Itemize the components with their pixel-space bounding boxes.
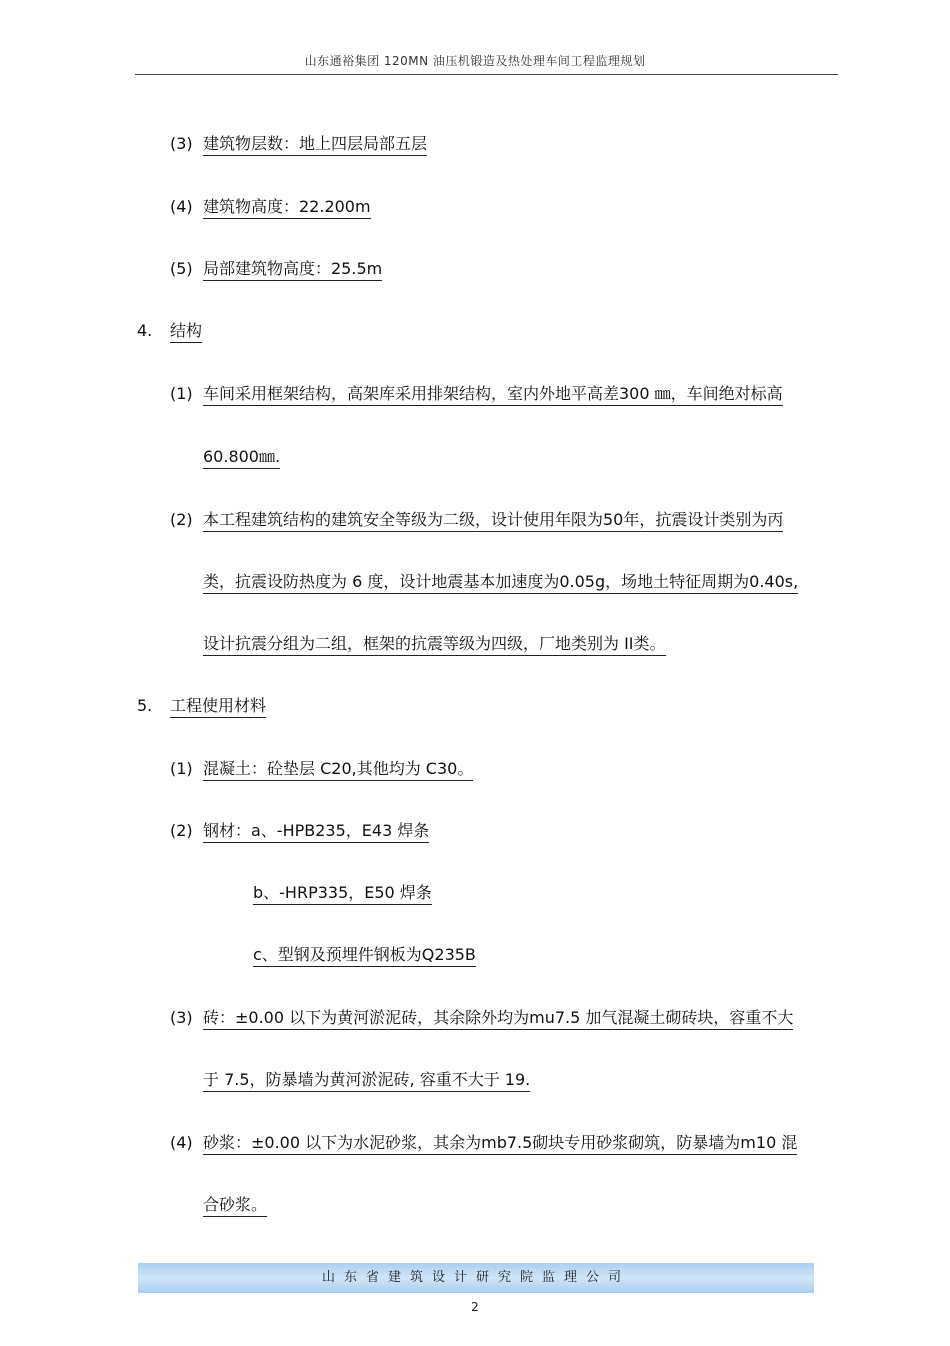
section-title-span: 工程使用材料 — [170, 696, 266, 718]
item-number: (1) — [170, 384, 193, 403]
item-text-span: 合砂浆。 — [203, 1195, 267, 1217]
item-number: (1) — [170, 759, 193, 778]
item-text-span: 60.800㎜. — [203, 447, 280, 469]
item-subline — [253, 945, 476, 967]
footer-company-band: 山东省建筑设计研究院监理公司 — [138, 1263, 814, 1293]
item-text-continued — [203, 572, 798, 594]
section-title — [170, 696, 266, 718]
item-text-continued — [203, 1070, 530, 1092]
item-text-continued — [203, 1195, 267, 1217]
item-number: (3) — [170, 1008, 193, 1027]
item-number: (3) — [170, 134, 193, 153]
item-text-span: 车间采用框架结构，高架库采用排架结构，室内外地平高差300 ㎜，车间绝对标高 — [203, 384, 783, 406]
section-title-span: 结构 — [170, 321, 202, 343]
item-text — [203, 1008, 793, 1030]
item-text-span: 建筑物高度：22.200m — [203, 197, 371, 219]
section-number: 5. — [137, 696, 153, 715]
item-text — [203, 1133, 797, 1155]
item-text-span: b、-HRP335，E50 焊条 — [253, 883, 432, 905]
item-text — [203, 759, 473, 781]
item-text-span: 类，抗震设防热度为 6 度，设计地震基本加速度为0.05g，场地土特征周期为0.40s, — [203, 572, 798, 594]
section-number: 4. — [137, 321, 153, 340]
item-text-span: 砂浆：±0.00 以下为水泥砂浆，其余为mb7.5砌块专用砂浆砌筑，防暴墙为m10 混 — [203, 1133, 797, 1155]
item-text — [203, 821, 429, 843]
item-text-span: 于 7.5，防暴墙为黄河淤泥砖, 容重不大于 19. — [203, 1070, 530, 1092]
section-title — [170, 321, 202, 343]
item-text — [203, 510, 783, 532]
item-subline — [253, 883, 432, 905]
item-number: (4) — [170, 1133, 193, 1152]
item-text — [203, 384, 783, 406]
item-text-span: 本工程建筑结构的建筑安全等级为二级，设计使用年限为50年，抗震设计类别为丙 — [203, 510, 783, 532]
item-number: (4) — [170, 197, 193, 216]
item-text-span: 砖：±0.00 以下为黄河淤泥砖，其余除外均为mu7.5 加气混凝土砌砖块，容重不大 — [203, 1008, 793, 1030]
item-text-span: 设计抗震分组为二组，框架的抗震等级为四级，厂地类别为 II类。 — [203, 634, 666, 656]
item-text-continued — [203, 634, 666, 656]
item-text-continued — [203, 447, 280, 469]
item-text-span: 局部建筑物高度：25.5m — [203, 259, 382, 281]
page-number: 2 — [471, 1300, 479, 1314]
item-number: (2) — [170, 821, 193, 840]
item-text — [203, 197, 371, 219]
item-text-span: c、型钢及预埋件钢板为Q235B — [253, 945, 476, 967]
item-number: (5) — [170, 259, 193, 278]
item-text-span: 钢材：a、-HPB235，E43 焊条 — [203, 821, 429, 843]
item-number: (2) — [170, 510, 193, 529]
item-text-span: 建筑物层数：地上四层局部五层 — [203, 134, 427, 156]
header-rule — [135, 74, 838, 75]
page-header: 山东通裕集团 120MN 油压机锻造及热处理车间工程监理规划 — [304, 54, 646, 68]
item-text-span: 混凝土：砼垫层 C20,其他均为 C30。 — [203, 759, 473, 781]
item-text — [203, 134, 427, 156]
item-text — [203, 259, 382, 281]
